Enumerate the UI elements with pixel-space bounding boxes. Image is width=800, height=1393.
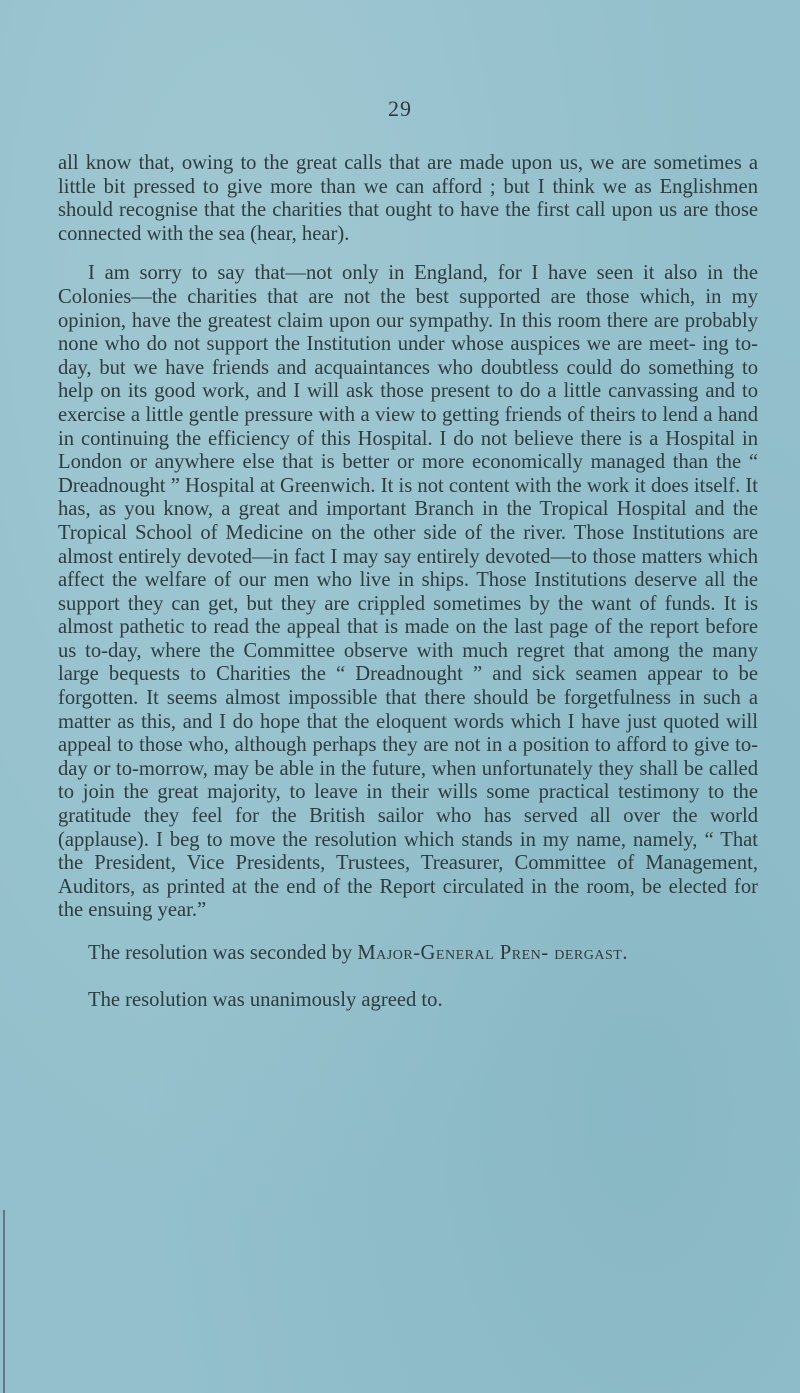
page-number: 29 bbox=[388, 96, 412, 121]
page-edge-shadow bbox=[3, 1210, 5, 1393]
paragraph-agreed: The resolution was unanimously agreed to. bbox=[88, 988, 443, 1011]
seconded-text: The resolution was seconded by bbox=[88, 942, 358, 964]
seconded-end: . bbox=[622, 942, 628, 964]
paragraph-seconded bbox=[58, 942, 758, 966]
seconder-name: Major-General Pren- dergast bbox=[357, 942, 623, 964]
paragraph-continuation: all know that, owing to the great calls that are made upon us, we are sometimes a little bit pressed to give more than we can afford ; but I think we as Englishmen should recognise that the charities that ought to have the first call upon us are those connected with the sea (hear, hear). bbox=[58, 152, 758, 245]
paragraph-speech: I am sorry to say that—not only in England, for I have seen it also in the Colonies—the charities that are not the best supported are those which, in my opinion, have the greatest claim upon our sympathy. In this room there are probably none who do not support the Institution under whose auspices we are meet- ing to-day, but we have friends and acquaintances who doubtless could do something to help on its good work, and I will ask those present to do a little canvassing and to exercise a little gentle pressure with a view to getting friends of theirs to lend a hand in continuing the efficiency of this Hospital. I do not believe there is a Hospital in London or anywhere else that is better or more economically managed than the “ Dreadnought ” Hospital at Greenwich. It is not content with the work it does itself. It has, as you know, a great and important Branch in the Tropical Hospital and the Tropical School of Medicine on the other side of the river. Those Institutions are almost entirely devoted—in fact I may say entirely devoted—to those matters which affect the welfare of our men who live in ships. Those Institutions deserve all the support they can get, but they are crippled sometimes by the want of funds. It is almost pathetic to read the appeal that is made on the last page of the report before us to-day, where the Committee observe with much regret that among the many large bequests to Charities the “ Dreadnought ” and sick seamen appear to be forgotten. It seems almost impossible that there should be forgetfulness in such a matter as this, and I do hope that the eloquent words which I have just quoted will appeal to those who, although perhaps they are not in a position to afford to give to-day or to-morrow, may be able in the future, when unfortunately they shall be called to join the great majority, to leave in their wills some practical testimony to the gratitude they feel for the British sailor who has served all over the world (applause). I beg to move the resolution which stands in my name, namely, “ That the President, Vice Presidents, Trustees, Treasurer, Committee of Management, Auditors, as printed at the end of the Report circulated in the room, be elected for the ensuing year.” bbox=[58, 262, 758, 922]
body-text bbox=[58, 152, 758, 1012]
